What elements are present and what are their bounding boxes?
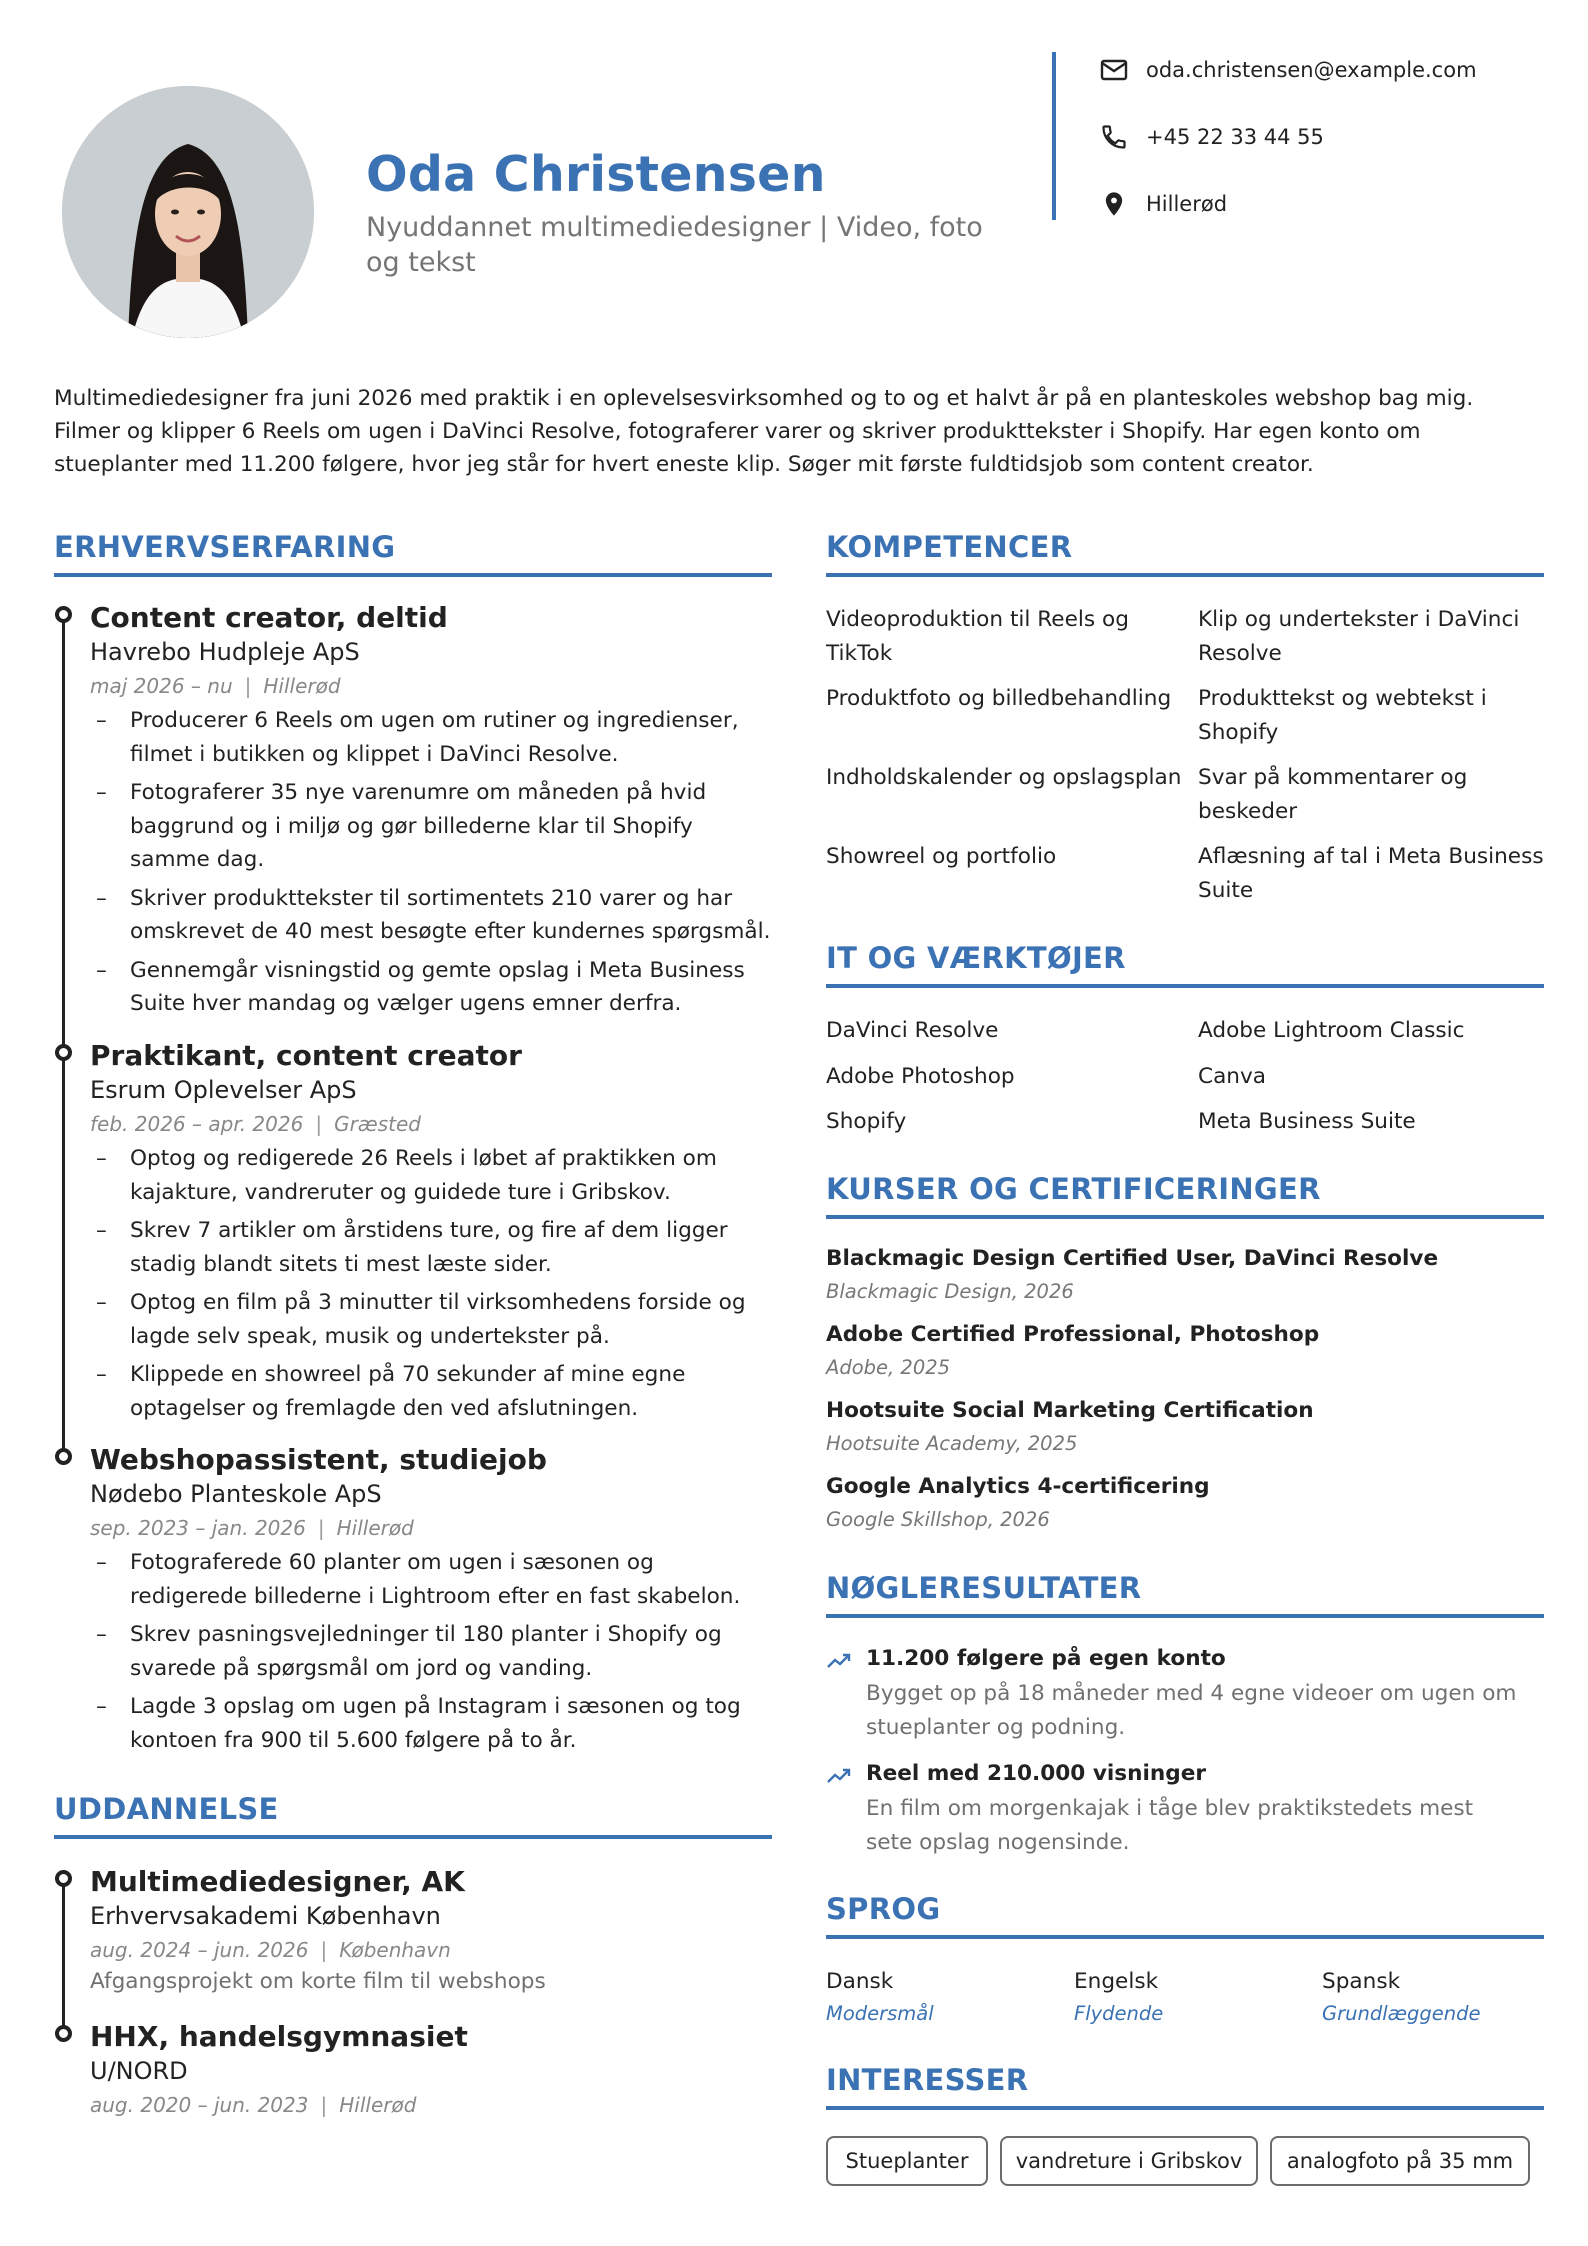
- course-provider: Adobe, 2025: [826, 1356, 951, 1379]
- languages-rule: [826, 1935, 1544, 1939]
- language-level: Flydende: [1074, 2002, 1164, 2025]
- job-place: Græsted: [334, 1112, 421, 1136]
- competence-item: Svar på kommentarer og beskeder: [1198, 765, 1468, 824]
- language-name: Dansk: [826, 1969, 894, 1994]
- job-bullet: – Skrev 7 artikler om årstidens ture, og fire af dem ligger stadig blandt sitets ti mest læste sider.: [92, 1214, 772, 1281]
- education-school: U/NORD: [90, 2057, 188, 2085]
- result-description: En film om morgenkajak i tåge blev praktikstedets mest sete opslag nogensinde.: [866, 1796, 1474, 1855]
- job-period: sep. 2023 – jan. 2026: [90, 1516, 306, 1540]
- courses-rule: [826, 1215, 1544, 1219]
- course-provider: Hootsuite Academy, 2025: [826, 1432, 1078, 1455]
- education-meta: aug. 2024 – jun. 2026 | København: [90, 1938, 451, 1962]
- timeline-dot: [55, 2025, 72, 2042]
- tools-list: [826, 1014, 1558, 1139]
- result-description: Bygget op på 18 måneder med 4 egne videoer om ugen om stueplanter og podning.: [866, 1681, 1517, 1740]
- tool-item: DaVinci Resolve: [826, 1018, 999, 1043]
- job-bullet: – Producerer 6 Reels om ugen om rutiner og ingredienser, filmet i butikken og klippet i DaVinci Resolve.: [92, 704, 772, 771]
- candidate-headline: Nyuddannet multimediedesigner | Video, foto og tekst: [366, 212, 983, 278]
- job-bullet: – Klippede en showreel på 70 sekunder af mine egne optagelser og fremlagde den ved afslutningen.: [92, 1358, 772, 1425]
- contact-email[interactable]: [1100, 58, 1477, 82]
- trending-up-icon: [826, 1767, 852, 1785]
- result-title: Reel med 210.000 visninger: [866, 1761, 1207, 1786]
- profile-summary: Multimediedesigner fra juni 2026 med praktik i en oplevelsesvirksomhed og to og et halvt år på en planteskoles webshop bag mig. Filmer og klipper 6 Reels om ugen i DaVinci Resolve, fotograferer varer og skriver produkttekster i Shopify. Har egen konto om stueplanter med 11.200 følgere, hvor jeg står for hvert eneste klip. Søger mit første fuldtidsjob som content creator.: [54, 386, 1474, 477]
- candidate-name: Oda Christensen: [366, 146, 826, 203]
- competence-item: Klip og undertekster i DaVinci Resolve: [1198, 607, 1520, 666]
- job-title: Webshopassistent, studiejob: [90, 1443, 547, 1476]
- education-heading: UDDANNELSE: [54, 1792, 279, 1826]
- competence-item: Indholdskalender og opslagsplan: [826, 765, 1182, 790]
- job-bullets: [92, 704, 772, 1026]
- competences-rule: [826, 573, 1544, 577]
- language-name: Engelsk: [1074, 1969, 1159, 1994]
- competences-list: [826, 603, 1558, 907]
- education-title: Multimediedesigner, AK: [90, 1865, 465, 1898]
- course-name: Adobe Certified Professional, Photoshop: [826, 1322, 1320, 1347]
- job-period: feb. 2026 – apr. 2026: [90, 1112, 304, 1136]
- education-period: aug. 2024 – jun. 2026: [90, 1938, 309, 1962]
- trending-up-icon: [826, 1652, 852, 1670]
- timeline-dot: [55, 606, 72, 623]
- tools-rule: [826, 984, 1544, 988]
- education-school: Erhvervsakademi København: [90, 1902, 441, 1930]
- job-bullets: [92, 1546, 772, 1762]
- course-provider: Google Skillshop, 2026: [826, 1508, 1050, 1531]
- course-name: Google Analytics 4-certificering: [826, 1474, 1210, 1499]
- portrait-illustration: [62, 86, 314, 338]
- job-title: Content creator, deltid: [90, 601, 448, 634]
- language-level: Modersmål: [826, 2002, 934, 2025]
- education-rule: [54, 1835, 772, 1839]
- timeline-dot: [55, 1870, 72, 1887]
- timeline-dot: [55, 1044, 72, 1061]
- contact-divider: [1052, 52, 1056, 220]
- email-text: oda.christensen@example.com: [1146, 58, 1477, 82]
- contact-phone[interactable]: [1100, 125, 1324, 149]
- education-period: aug. 2020 – jun. 2023: [90, 2093, 309, 2117]
- result-title: 11.200 følgere på egen konto: [866, 1646, 1226, 1671]
- job-bullet: – Skrev pasningsvejledninger til 180 planter i Shopify og svarede på spørgsmål om jord og vanding.: [92, 1618, 772, 1685]
- competence-item: Showreel og portfolio: [826, 844, 1057, 869]
- languages-heading: SPROG: [826, 1892, 941, 1926]
- results-heading: NØGLERESULTATER: [826, 1571, 1142, 1605]
- education-place: København: [339, 1938, 451, 1962]
- phone-text: +45 22 33 44 55: [1146, 125, 1324, 149]
- job-bullet: – Fotograferede 60 planter om ugen i sæsonen og redigerede billederne i Lightroom efter en fast skabelon.: [92, 1546, 772, 1613]
- education-title: HHX, handelsgymnasiet: [90, 2020, 468, 2053]
- job-bullet: – Lagde 3 opslag om ugen på Instagram i sæsonen og tog kontoen fra 900 til 5.600 følgere på to år.: [92, 1690, 772, 1757]
- interest-tag: Stueplanter: [826, 2136, 988, 2186]
- job-meta: sep. 2023 – jan. 2026 | Hillerød: [90, 1516, 414, 1540]
- job-bullet: – Optog en film på 3 minutter til virksomhedens forside og lagde selv speak, musik og undertekster på.: [92, 1286, 772, 1353]
- experience-rule: [54, 573, 772, 577]
- contact-location: [1100, 192, 1227, 216]
- job-bullet: – Skriver produkttekster til sortimentets 210 varer og har omskrevet de 40 mest besøgte efter kundernes spørgsmål.: [92, 882, 772, 949]
- email-icon: [1100, 59, 1128, 81]
- interests-rule: [826, 2106, 1544, 2110]
- interests-heading: INTERESSER: [826, 2063, 1029, 2097]
- education-meta: aug. 2020 – jun. 2023 | Hillerød: [90, 2093, 417, 2117]
- competence-item: Produktfoto og billedbehandling: [826, 686, 1172, 711]
- job-meta: maj 2026 – nu | Hillerød: [90, 674, 341, 698]
- competence-item: Aflæsning af tal i Meta Business Suite: [1198, 844, 1544, 903]
- tool-item: Adobe Lightroom Classic: [1198, 1018, 1465, 1043]
- job-bullet: – Optog og redigerede 26 Reels i løbet af praktikken om kajakture, vandreruter og guidede ture i Gribskov.: [92, 1142, 772, 1209]
- tool-item: Meta Business Suite: [1198, 1109, 1416, 1134]
- job-place: Hillerød: [336, 1516, 414, 1540]
- job-place: Hillerød: [263, 674, 341, 698]
- education-note: Afgangsprojekt om korte film til webshops: [90, 1969, 546, 1994]
- course-name: Hootsuite Social Marketing Certification: [826, 1398, 1314, 1423]
- education-place: Hillerød: [339, 2093, 417, 2117]
- results-rule: [826, 1614, 1544, 1618]
- job-company: Havrebo Hudpleje ApS: [90, 638, 360, 666]
- experience-heading: ERHVERVSERFARING: [54, 530, 396, 564]
- job-title: Praktikant, content creator: [90, 1039, 522, 1072]
- timeline-dot: [55, 1448, 72, 1465]
- job-meta: feb. 2026 – apr. 2026 | Græsted: [90, 1112, 421, 1136]
- job-bullet: – Gennemgår visningstid og gemte opslag i Meta Business Suite hver mandag og vælger ugens emner derfra.: [92, 954, 772, 1021]
- language-level: Grundlæggende: [1322, 2002, 1481, 2025]
- competences-heading: KOMPETENCER: [826, 530, 1073, 564]
- course-name: Blackmagic Design Certified User, DaVinci Resolve: [826, 1246, 1439, 1271]
- courses-heading: KURSER OG CERTIFICERINGER: [826, 1172, 1321, 1206]
- language-name: Spansk: [1322, 1969, 1401, 1994]
- job-period: maj 2026 – nu: [90, 674, 233, 698]
- job-company: Esrum Oplevelser ApS: [90, 1076, 357, 1104]
- competence-item: Videoproduktion til Reels og TikTok: [826, 607, 1129, 666]
- location-text: Hillerød: [1146, 192, 1228, 216]
- education-timeline: [62, 1880, 65, 2030]
- job-company: Nødebo Planteskole ApS: [90, 1480, 382, 1508]
- competence-item: Produkttekst og webtekst i Shopify: [1198, 686, 1487, 745]
- interest-tag: analogfoto på 35 mm: [1270, 2136, 1530, 2186]
- profile-photo: [62, 86, 314, 338]
- job-bullet: – Fotograferer 35 nye varenumre om måneden på hvid baggrund og i miljø og gør billederne klar til Shopify samme dag.: [92, 776, 772, 877]
- tools-heading: IT OG VÆRKTØJER: [826, 941, 1126, 975]
- experience-timeline: [62, 616, 65, 1456]
- tool-item: Canva: [1198, 1063, 1267, 1089]
- job-bullets: [92, 1142, 772, 1430]
- location-pin-icon: [1100, 190, 1128, 218]
- course-provider: Blackmagic Design, 2026: [826, 1280, 1074, 1303]
- tool-item: Adobe Photoshop: [826, 1063, 1015, 1089]
- tool-item: Shopify: [826, 1109, 907, 1134]
- interest-tag: vandreture i Gribskov: [1000, 2136, 1258, 2186]
- phone-icon: [1100, 123, 1128, 151]
